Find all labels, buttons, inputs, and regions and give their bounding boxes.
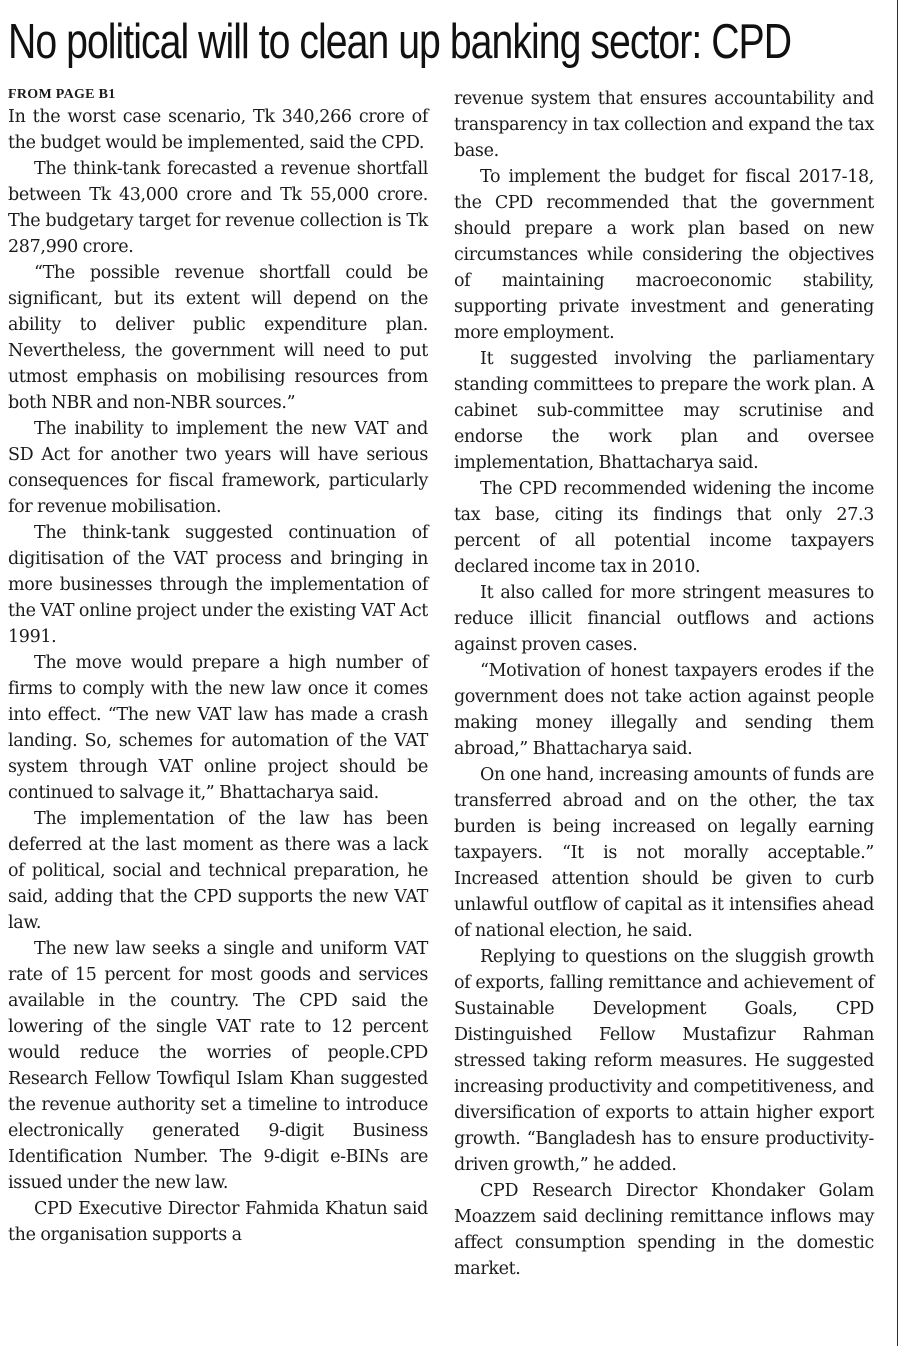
paragraph-right-8: Replying to questions on the sluggish growth of exports, falling remittance and achievement of Sustainable Development Goals, CPD Distinguished Fellow Mustafizur Rahman stressed taking reform measures. He suggested increasing productivity and competitiveness, and diversification of exports to attain higher export growth. “Bangladesh has to ensure productivity-driven growth,” he added. (454, 947, 874, 1175)
paragraph-left-7: The implementation of the law has been deferred at the last moment as there was a lack of political, social and technical preparation, he said, adding that the CPD supports the new VAT law. (8, 809, 428, 933)
paragraph-right-6: “Motivation of honest taxpayers erodes if the government does not take action against people making money illegally and sending them abroad,” Bhattacharya said. (454, 661, 874, 759)
paragraph-right-9: CPD Research Director Khondaker Golam Moazzem said declining remittance inflows may affect consumption spending in the domestic market. (454, 1181, 874, 1279)
paragraph-right-5: It also called for more stringent measures to reduce illicit financial outflows and actions against proven cases. (454, 583, 874, 655)
continued-from-label: FROM PAGE B1 (8, 87, 116, 102)
article-column-right (454, 86, 874, 1282)
article-column-left (8, 86, 428, 1248)
paragraph-left-6: The move would prepare a high number of firms to comply with the new law once it comes into effect. “The new VAT law has made a crash landing. So, schemes for automation of the VAT system through VAT online project should be continued to salvage it,” Bhattacharya said. (8, 653, 428, 803)
paragraph-right-4: The CPD recommended widening the income tax base, citing its findings that only 27.3 percent of all potential income taxpayers declared income tax in 2010. (454, 479, 874, 577)
paragraph-right-3: It suggested involving the parliamentary standing committees to prepare the work plan. A cabinet sub-committee may scrutinise and endorse the work plan and oversee implementation, Bhattacharya said. (454, 349, 874, 473)
paragraph-left-2: The think-tank forecasted a revenue shortfall between Tk 43,000 crore and Tk 55,000 crore. The budgetary target for revenue collection is Tk 287,990 crore. (8, 159, 428, 257)
paragraph-left-5: The think-tank suggested continuation of digitisation of the VAT process and bringing in more businesses through the implementation of the VAT online project under the existing VAT Act 1991. (8, 523, 428, 647)
paragraph-left-1: In the worst case scenario, Tk 340,266 crore of the budget would be implemented, said the CPD. (8, 107, 428, 153)
paragraph-right-7: On one hand, increasing amounts of funds are transferred abroad and on the other, the tax burden is being increased on legally earning taxpayers. “It is not morally acceptable.” Increased attention should be given to curb unlawful outflow of capital as it intensifies ahead of national election, he said. (454, 765, 874, 941)
paragraph-left-3: “The possible revenue shortfall could be significant, but its extent will depend on the ability to deliver public expenditure plan. Nevertheless, the government will need to put utmost emphasis on mobilising resources from both NBR and non-NBR sources.” (8, 263, 428, 413)
paragraph-right-2: To implement the budget for fiscal 2017-18, the CPD recommended that the government should prepare a work plan based on new circumstances while considering the objectives of maintaining macroeconomic stability, supporting private investment and generating more employment. (454, 167, 874, 343)
page-edge-rule (897, 0, 898, 1346)
paragraph-left-9: CPD Executive Director Fahmida Khatun said the organisation supports a (8, 1199, 428, 1245)
paragraph-right-1: revenue system that ensures accountability and transparency in tax collection and expand the tax base. (454, 89, 874, 161)
paragraph-left-4: The inability to implement the new VAT and SD Act for another two years will have serious consequences for fiscal framework, particularly for revenue mobilisation. (8, 419, 428, 517)
headline: No political will to clean up banking sector: CPD (8, 15, 792, 69)
paragraph-left-8: The new law seeks a single and uniform VAT rate of 15 percent for most goods and services available in the country. The CPD said the lowering of the single VAT rate to 12 percent would reduce the worries of people.CPD Research Fellow Towfiqul Islam Khan suggested the revenue authority set a timeline to introduce electronically generated 9-digit Business Identification Number. The 9-digit e-BINs are issued under the new law. (8, 939, 428, 1193)
